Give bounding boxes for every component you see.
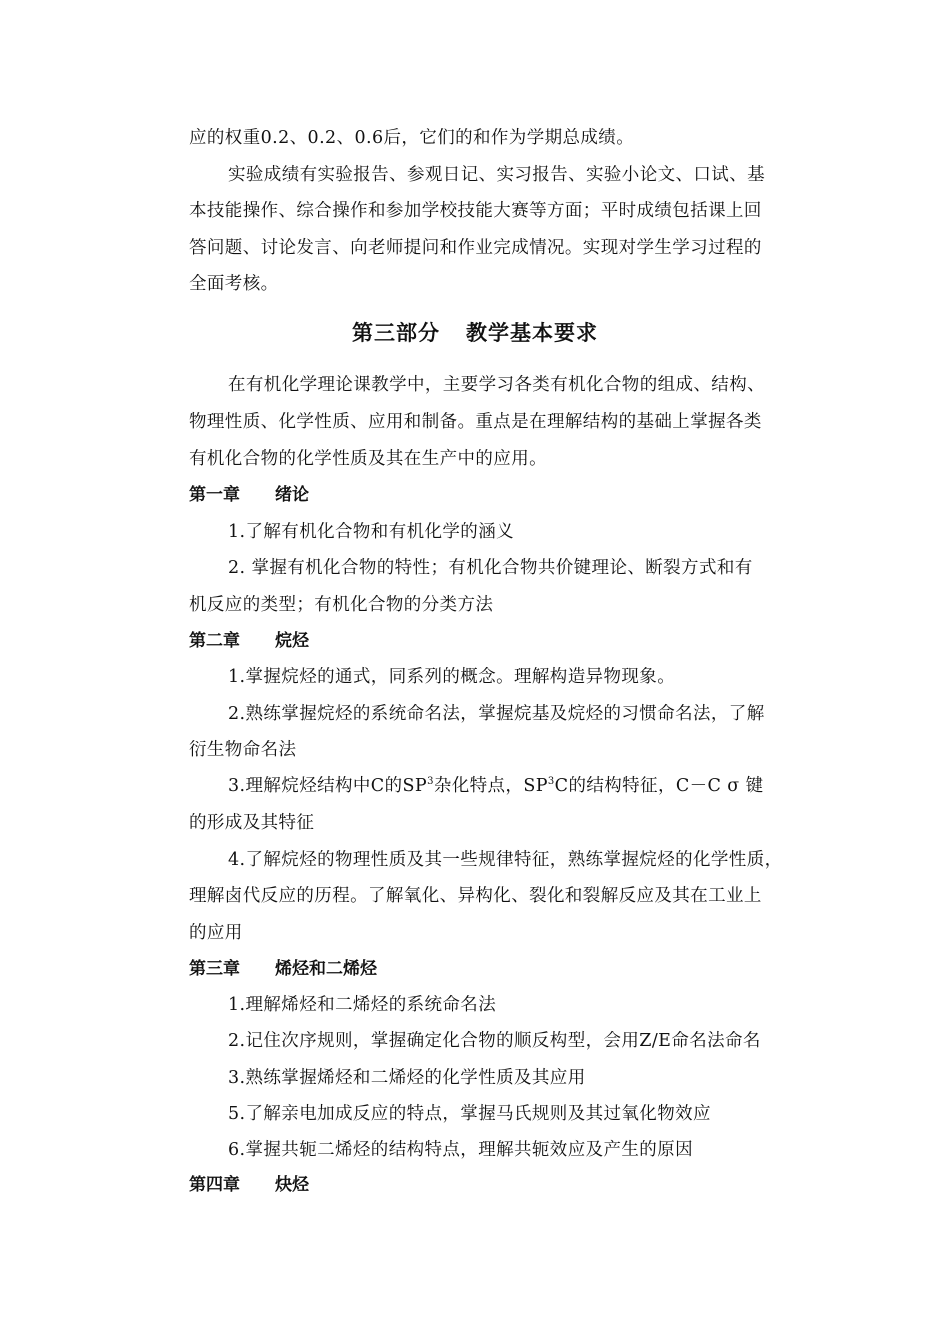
chapter-1-title: 绪论 [275, 485, 309, 505]
ch2-item-1: 1.掌握烷烃的通式，同系列的概念。理解构造异物现象。 [228, 667, 676, 687]
chapter-4-heading [189, 1174, 309, 1196]
ch2-item-2-line-1: 2.熟练掌握烷烃的系统命名法，掌握烷基及烷烃的习惯命名法，了解 [228, 704, 765, 724]
ch2-item-3-line-1 [228, 775, 764, 797]
chapter-3-title: 烯烃和二烯烃 [275, 959, 377, 979]
ch2-item-4-line-1: 4.了解烷烃的物理性质及其一些规律特征，熟练掌握烷烃的化学性质， [228, 850, 783, 870]
chapter-2-number: 第二章 [189, 631, 240, 651]
ch2-item-4-line-2: 理解卤代反应的历程。了解氧化、异构化、裂化和裂解反应及其在工业上 [189, 886, 762, 906]
ch3-item-2: 2.记住次序规则，掌握确定化合物的顺反构型，会用Z/E命名法命名 [228, 1031, 761, 1051]
ch3-item-3: 3.熟练掌握烯烃和二烯烃的化学性质及其应用 [228, 1068, 586, 1088]
ch3-item-5: 5.了解亲电加成反应的特点，掌握马氏规则及其过氧化物效应 [228, 1104, 711, 1124]
chapter-4-title: 炔烃 [275, 1175, 309, 1195]
intro-p2-line-2: 本技能操作、综合操作和参加学校技能大赛等方面；平时成绩包括课上回 [189, 201, 762, 221]
ch2-item-3-part-c: C的结构特征，C－C σ 键 [554, 776, 764, 796]
ch2-item-2-line-2: 衍生物命名法 [189, 740, 297, 760]
ch2-item-3-part-a: 3.理解烷烃结构中C的SP [228, 776, 428, 796]
chapter-3-heading [189, 958, 377, 980]
intro-p2-line-3: 答问题、讨论发言、向老师提问和作业完成情况。实现对学生学习过程的 [189, 238, 762, 258]
chapter-4-number: 第四章 [189, 1175, 240, 1195]
ch2-item-3-part-b: 杂化特点，SP [433, 776, 548, 796]
chapter-3-number: 第三章 [189, 959, 240, 979]
chapter-2-heading [189, 630, 309, 652]
ch2-item-3-line-2: 的形成及其特征 [189, 813, 315, 833]
section-part: 第三部分 [352, 321, 440, 345]
chapter-1-number: 第一章 [189, 485, 240, 505]
ch3-item-1: 1.理解烯烃和二烯烃的系统命名法 [228, 995, 497, 1015]
intro-p2-line-4: 全面考核。 [189, 274, 279, 294]
chapter-2-title: 烷烃 [275, 631, 309, 651]
section-p1-line-3: 有机化合物的化学性质及其在生产中的应用。 [189, 449, 547, 469]
section-p1-line-2: 物理性质、化学性质、应用和制备。重点是在理解结构的基础上掌握各类 [189, 412, 762, 432]
ch1-item-2-line-2: 机反应的类型；有机化合物的分类方法 [189, 595, 494, 615]
ch1-item-2-line-1: 2. 掌握有机化合物的特性；有机化合物共价键理论、断裂方式和有 [228, 558, 753, 578]
ch1-item-1: 1.了解有机化合物和有机化学的涵义 [228, 522, 514, 542]
intro-p2-line-1: 实验成绩有实验报告、参观日记、实习报告、实验小论文、口试、基 [228, 165, 765, 185]
ch2-item-4-line-3: 的应用 [189, 923, 243, 943]
section-title: 教学基本要求 [466, 321, 598, 345]
ch2-item-3-superscript-2: 3 [547, 776, 555, 787]
ch2-item-3-superscript-1: 3 [427, 776, 434, 787]
intro-line-1: 应的权重0.2、0.2、0.6后，它们的和作为学期总成绩。 [189, 128, 635, 148]
ch3-item-6: 6.掌握共轭二烯烃的结构特点，理解共轭效应及产生的原因 [228, 1140, 693, 1160]
chapter-1-heading [189, 484, 309, 506]
section-p1-line-1: 在有机化学理论课教学中，主要学习各类有机化合物的组成、结构、 [228, 375, 765, 395]
section-heading [0, 319, 950, 347]
